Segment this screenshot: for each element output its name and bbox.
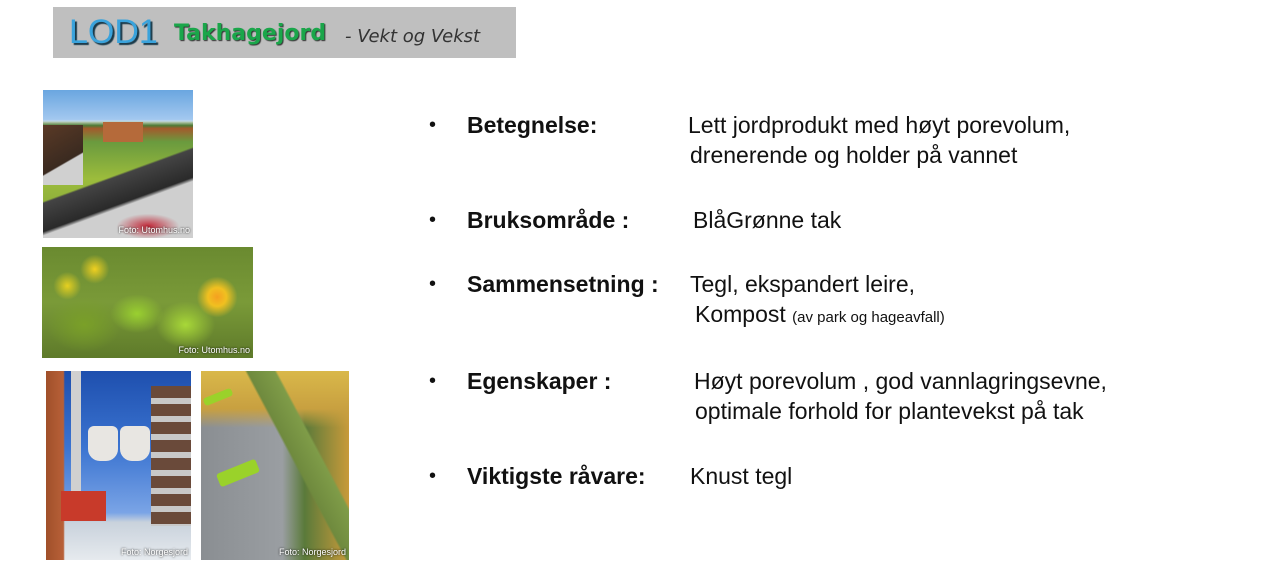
- value-line: optimale forhold for plantevekst på tak: [695, 398, 1084, 424]
- item-value: [694, 366, 1107, 426]
- photo-sedum-plants: [42, 247, 253, 358]
- bullet-icon: •: [429, 209, 437, 231]
- bullet-icon: •: [429, 273, 437, 295]
- photo-detail-bus: [216, 459, 260, 488]
- photo-credit: Foto: Norgesjord: [120, 547, 188, 557]
- bullet-icon: •: [429, 370, 437, 392]
- item-label: Egenskaper :: [467, 368, 612, 394]
- bullet-icon: •: [429, 465, 437, 487]
- photo-detail-bus: [203, 388, 234, 407]
- photo-crane-lifting-bags: [46, 371, 191, 560]
- item-value: [693, 205, 841, 235]
- item-value: [690, 269, 945, 329]
- value-line: BlåGrønne tak: [693, 207, 842, 233]
- title-banner: [53, 7, 516, 58]
- photo-detail-crane-base: [61, 491, 106, 521]
- value-note: (av park og hageavfall): [792, 309, 945, 326]
- item-label: Sammensetning :: [467, 271, 659, 297]
- value-line: Høyt porevolum , god vannlagringsevne,: [694, 368, 1107, 394]
- photo-detail-bag: [120, 426, 150, 461]
- bullet-icon: •: [429, 114, 437, 136]
- photo-aerial-green-roof: [201, 371, 349, 560]
- photo-detail-bag: [88, 426, 118, 461]
- value-line: Lett jordprodukt med høyt porevolum,: [688, 112, 1071, 138]
- item-label: Bruksområde :: [467, 207, 630, 233]
- photo-detail-building: [103, 122, 143, 142]
- value-line: [690, 299, 945, 329]
- item-label: Viktigste råvare:: [467, 463, 646, 489]
- item-label: Betegnelse:: [467, 112, 598, 138]
- value-text: Kompost: [695, 301, 786, 327]
- value-line: Knust tegl: [690, 463, 793, 489]
- title-product-name: Takhagejord: [174, 21, 327, 46]
- value-line: Tegl, ekspandert leire,: [690, 271, 916, 297]
- photo-rooftop-garden: [43, 90, 193, 238]
- photo-credit: Foto: Norgesjord: [278, 547, 346, 557]
- photo-credit: Foto: Utomhus.no: [178, 345, 250, 355]
- item-value: [688, 110, 1070, 170]
- title-tagline: - Vekt og Vekst: [345, 26, 481, 47]
- title-product-code: LOD1: [69, 13, 158, 51]
- item-value: [690, 461, 792, 491]
- photo-detail-apartment: [151, 386, 191, 526]
- value-line: drenerende og holder på vannet: [690, 142, 1018, 168]
- photo-credit: Foto: Utomhus.no: [118, 225, 190, 235]
- photo-detail-deck: [43, 125, 83, 185]
